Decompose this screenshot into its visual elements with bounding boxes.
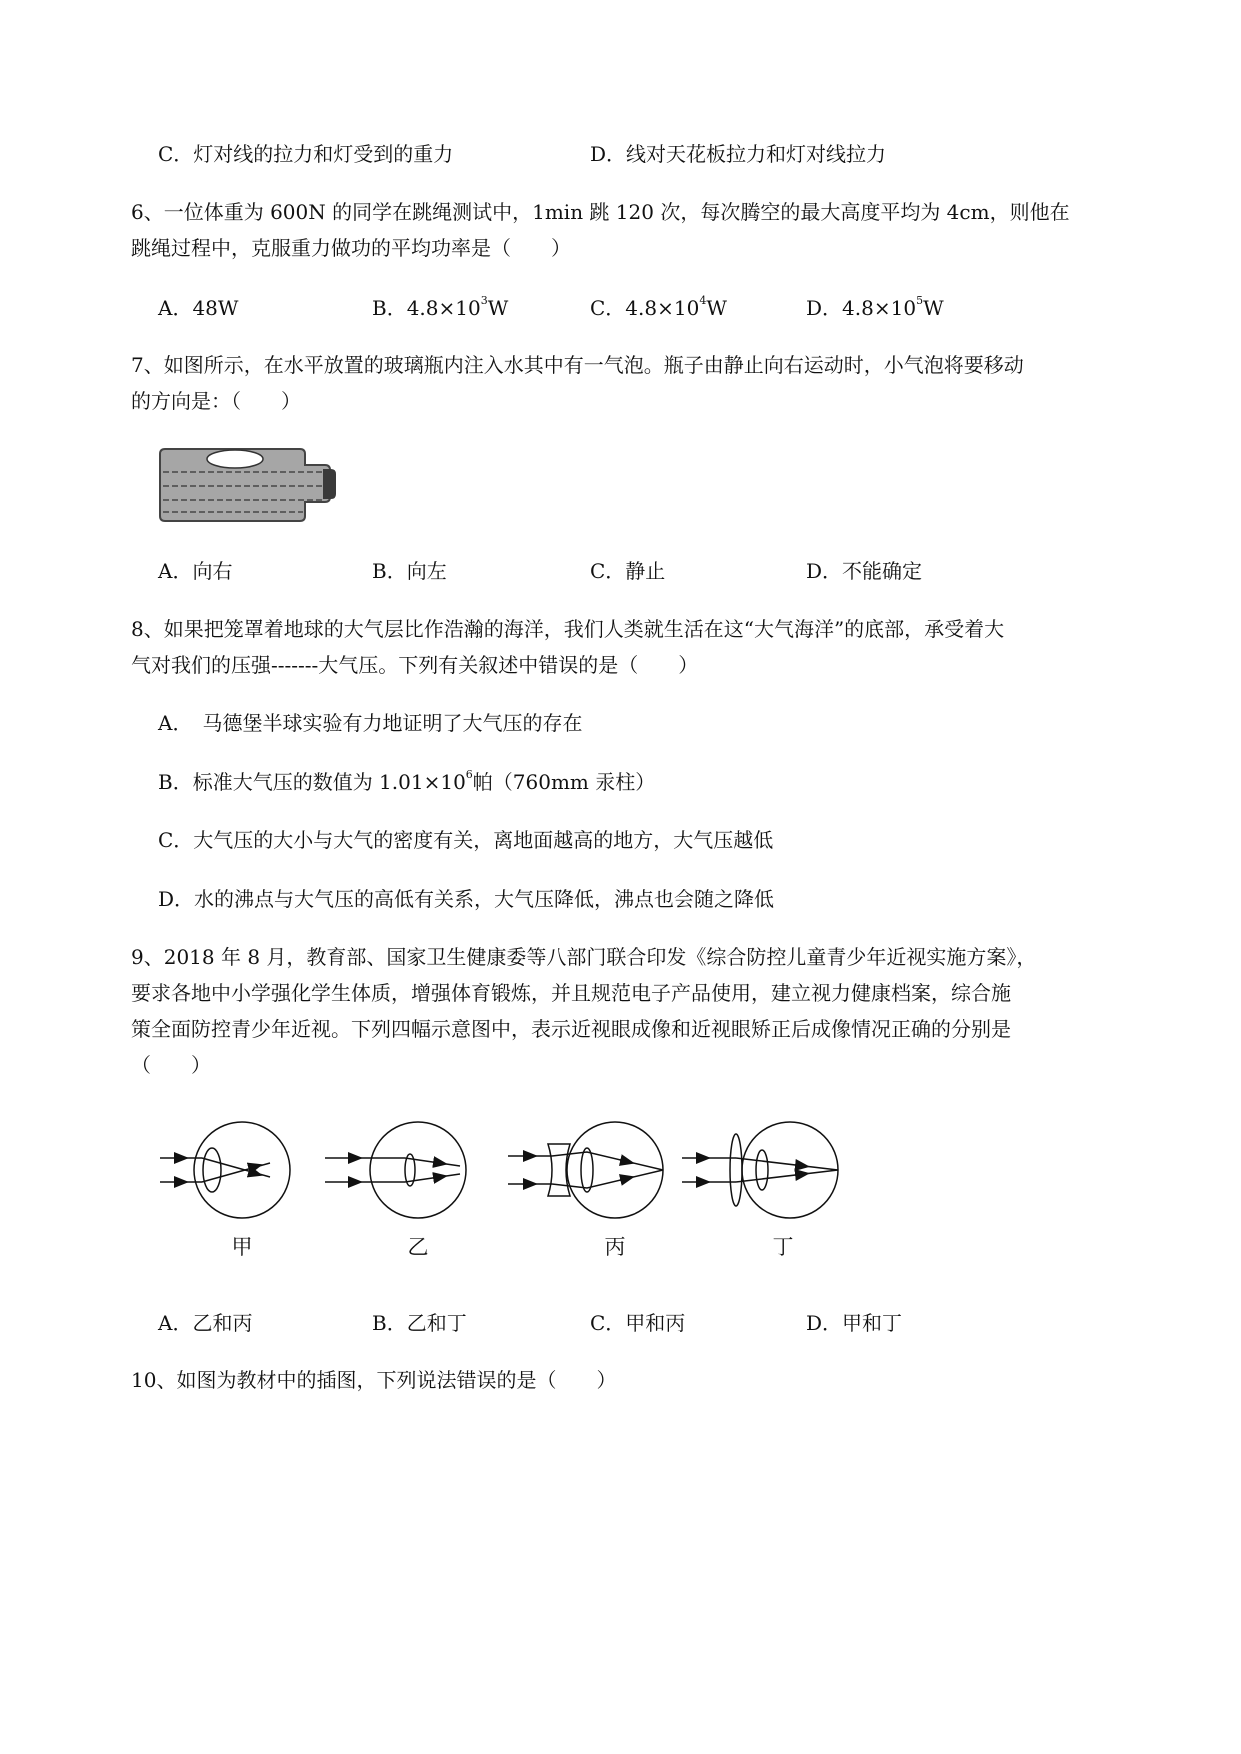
fig-label-jia: 甲 bbox=[231, 1235, 253, 1259]
q10-stem-line1: 10、如图为教材中的插图，下列说法错误的是（ ） bbox=[131, 1368, 617, 1392]
q6-option-d-exp: 5 bbox=[916, 294, 924, 307]
eye-diagram-yi bbox=[325, 1122, 466, 1218]
q9-option-b: B．乙和丁 bbox=[372, 1311, 467, 1335]
q8-option-b-suffix: 帕（760mm 汞柱） bbox=[472, 770, 656, 794]
q9-stem-line2: 要求各地中小学强化学生体质，增强体育锻炼，并且规范电子产品使用，建立视力健康档案，综合施 bbox=[131, 981, 1011, 1005]
q6-option-c-unit: W bbox=[706, 296, 727, 320]
eye-diagram-ding bbox=[682, 1122, 838, 1218]
q6-option-c-prefix: C．4.8×10 bbox=[590, 296, 700, 320]
q6-option-b-prefix: B．4.8×10 bbox=[372, 296, 481, 320]
q8-option-a: A． 马德堡半球实验有力地证明了大气压的存在 bbox=[158, 711, 583, 735]
q8-option-b-exp: 6 bbox=[465, 768, 473, 781]
q9-option-a: A．乙和丙 bbox=[158, 1311, 253, 1335]
q5-option-c: C．灯对线的拉力和灯受到的重力 bbox=[158, 142, 454, 166]
bottle-cap bbox=[323, 469, 336, 499]
eye-diagrams bbox=[150, 1118, 860, 1288]
q8-option-d: D．水的沸点与大气压的高低有关系，大气压降低，沸点也会随之降低 bbox=[158, 887, 775, 911]
q8-option-c: C．大气压的大小与大气的密度有关，离地面越高的地方，大气压越低 bbox=[158, 828, 774, 852]
q9-stem-line4: （ ） bbox=[131, 1053, 211, 1077]
fig-label-bing: 丙 bbox=[604, 1235, 626, 1259]
q7-option-b: B．向左 bbox=[372, 559, 447, 583]
q9-option-c: C．甲和丙 bbox=[590, 1311, 686, 1335]
q7-option-c: C．静止 bbox=[590, 559, 666, 583]
bottle-figure bbox=[155, 445, 340, 525]
q6-option-a: A．48W bbox=[158, 296, 239, 320]
fig-label-ding: 丁 bbox=[772, 1235, 794, 1259]
q7-stem-line2: 的方向是：（ ） bbox=[131, 389, 301, 413]
q7-option-a: A．向右 bbox=[158, 559, 233, 583]
q6-stem-line2: 跳绳过程中，克服重力做功的平均功率是（ ） bbox=[131, 236, 571, 260]
q6-option-c-exp: 4 bbox=[699, 294, 707, 307]
q5-option-d: D．线对天花板拉力和灯对线拉力 bbox=[590, 142, 887, 166]
q6-option-d bbox=[806, 294, 944, 320]
q6-option-d-prefix: D．4.8×10 bbox=[806, 296, 917, 320]
q6-option-c bbox=[590, 294, 727, 320]
q9-stem-line3: 策全面防控青少年近视。下列四幅示意图中，表示近视眼成像和近视眼矫正后成像情况正确的分别是 bbox=[131, 1017, 1011, 1041]
fig-label-yi: 乙 bbox=[407, 1235, 429, 1259]
eye-diagram-jia bbox=[160, 1122, 290, 1218]
q6-option-b-exp: 3 bbox=[480, 294, 488, 307]
q8-option-b-prefix: B．标准大气压的数值为 1.01×10 bbox=[158, 770, 466, 794]
q9-stem-line1: 9、2018 年 8 月，教育部、国家卫生健康委等八部门联合印发《综合防控儿童青少年近视实施方案》， bbox=[131, 945, 1037, 969]
q7-option-d: D．不能确定 bbox=[806, 559, 923, 583]
air-bubble bbox=[207, 450, 263, 468]
q6-stem-line1: 6、一位体重为 600N 的同学在跳绳测试中，1min 跳 120 次，每次腾空的最大高度平均为 4cm，则他在 bbox=[131, 200, 1070, 224]
eye-diagram-bing bbox=[508, 1122, 663, 1218]
q8-stem-line2: 气对我们的压强-------大气压。下列有关叙述中错误的是（ ） bbox=[131, 653, 699, 677]
q6-option-b bbox=[372, 294, 509, 320]
q8-option-b bbox=[158, 768, 656, 794]
q8-stem-line1: 8、如果把笼罩着地球的大气层比作浩瀚的海洋，我们人类就生活在这“大气海洋”的底部，承受着大 bbox=[131, 617, 1005, 641]
q7-stem-line1: 7、如图所示，在水平放置的玻璃瓶内注入水其中有一气泡。瓶子由静止向右运动时，小气泡将要移动 bbox=[131, 353, 1024, 377]
q6-option-b-unit: W bbox=[487, 296, 509, 320]
q9-option-d: D．甲和丁 bbox=[806, 1311, 903, 1335]
q6-option-d-unit: W bbox=[923, 296, 944, 320]
